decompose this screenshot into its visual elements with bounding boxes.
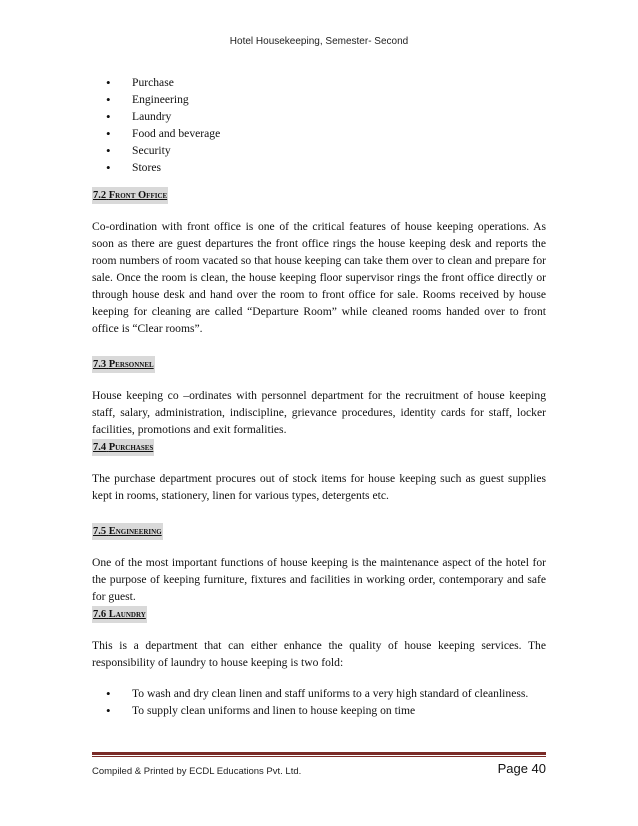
footer-publisher: Compiled & Printed by ECDL Educations Pvt. Ltd. [92,766,302,777]
page-content [92,74,546,719]
list-item: • Stores [106,159,546,176]
list-item: • Laundry [106,108,546,125]
laundry-responsibility-list [92,685,546,719]
list-item: • To wash and dry clean linen and staff uniforms to a very high standard of cleanliness. [106,685,546,702]
section-body-engineering: One of the most important functions of house keeping is the maintenance aspect of the hotel for the purpose of keeping furniture, fixtures and facilities in working order, contemporary and safe for guest. [92,556,546,603]
list-item: • Food and beverage [106,125,546,142]
section-number: 7.4 [93,442,107,453]
section-heading-laundry [92,606,147,623]
section-heading-purchases [92,439,154,456]
section-heading-front-office [92,187,168,204]
section-title: Personnel [108,359,154,370]
section-number: 7.2 [93,190,107,201]
list-item: • Engineering [106,91,546,108]
section-heading-engineering [92,523,163,540]
section-number: 7.5 [93,526,107,537]
page-number: Page 40 [497,761,546,776]
section-body-purchases: The purchase department procures out of stock items for house keeping such as guest supplies kept in rooms, stationery, linen for various types, detergents etc. [92,472,546,502]
section-number: 7.3 [93,359,107,370]
list-item: • Purchase [106,74,546,91]
list-item: • To supply clean uniforms and linen to house keeping on time [106,702,546,719]
section-title: Front Office [108,190,168,201]
section-body-personnel: House keeping co –ordinates with personnel department for the recruitment of house keeping staff, salary, administration, indiscipline, grievance procedures, identity cards for staff, locker facilities, promotions and exit formalities. [92,389,546,436]
section-title: Laundry [108,609,146,620]
list-item: • Security [106,142,546,159]
section-body-front-office: Co-ordination with front office is one of the critical features of house keeping operations. As soon as there are guest departures the front office rings the house keeping desk and reports the room numbers of room vacated so that house keeping can take them over to clean and prepare for sale. Once the room is clean, the house keeping floor supervisor rings the front office directly or through house desk and hand over the room to front office for sale. Rooms received by house keeping for cleaning are called “Departure Room” while cleaned rooms handed over to front office is “Clear rooms”. [92,220,546,335]
section-number: 7.6 [93,609,107,620]
section-body-laundry: This is a department that can either enhance the quality of house keeping services. The responsibility of laundry to house keeping is two fold: [92,639,546,669]
footer-divider-thin [92,756,546,757]
section-title: Engineering [108,526,162,537]
page-header: Hotel Housekeeping, Semester- Second [229,36,409,47]
footer-divider [92,752,546,755]
department-list [92,74,546,176]
section-heading-personnel [92,356,155,373]
section-title: Purchases [108,442,154,453]
